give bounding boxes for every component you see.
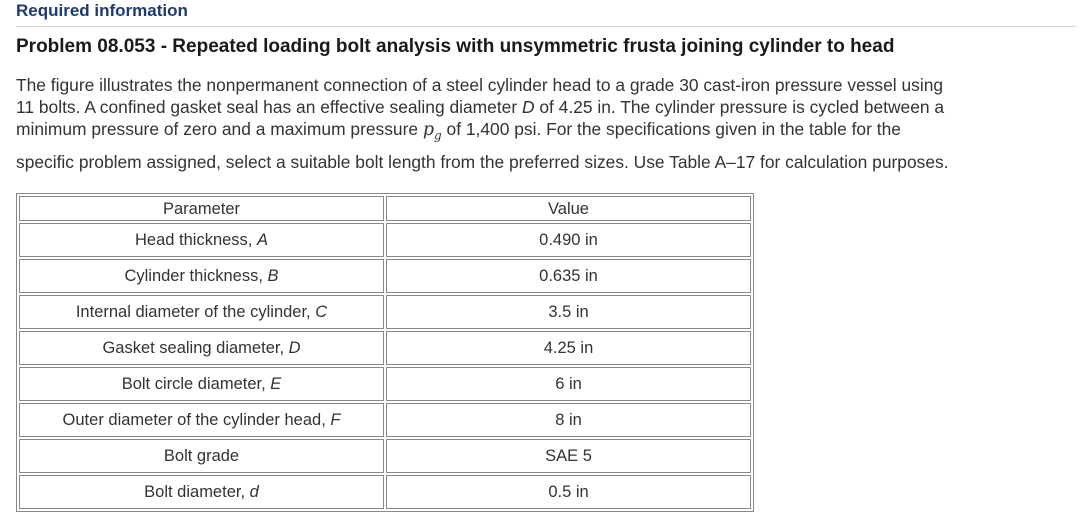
pressure-p-letter: p [422, 120, 435, 140]
parameter-cell [19, 439, 384, 473]
value-cell: 0.5 in [386, 475, 751, 509]
statement-line-2 [16, 96, 1078, 118]
table-row [19, 367, 751, 401]
statement-line-3-text-b: of 1,400 psi. For the specifications given in the table for the [441, 119, 901, 139]
parameter-label: Gasket sealing diameter, [102, 339, 289, 357]
parameter-variable: A [256, 231, 268, 249]
problem-statement [16, 74, 1078, 173]
parameter-label: Internal diameter of the cylinder, [75, 303, 316, 321]
value-cell: 4.25 in [386, 331, 751, 365]
parameter-variable: B [267, 267, 279, 285]
table-header-row [19, 196, 751, 221]
parameter-cell [19, 223, 384, 257]
parameter-label: Bolt circle diameter, [121, 375, 271, 393]
parameter-label: Bolt grade [163, 447, 240, 465]
parameter-cell [19, 367, 384, 401]
statement-line-1: The figure illustrates the nonpermanent connection of a steel cylinder head to a grade 30 cast-iron pressure vessel using [16, 75, 944, 95]
table-row [19, 295, 751, 329]
statement-line-2-text-a: 11 bolts. A confined gasket seal has an effective sealing diameter [16, 97, 522, 117]
parameter-cell [19, 403, 384, 437]
table-row [19, 223, 751, 257]
parameter-variable: d [249, 483, 259, 501]
statement-line-2-text-b: of 4.25 in. The cylinder pressure is cycled between a [534, 97, 945, 117]
parameter-label: Bolt diameter, [144, 483, 250, 501]
table-row [19, 259, 751, 293]
parameter-label: Cylinder thickness, [124, 267, 268, 285]
parameter-variable: F [330, 411, 341, 429]
parameter-variable: E [270, 375, 282, 393]
problem-title: Problem 08.053 - Repeated loading bolt analysis with unsymmetric frusta joining cylinder to head [16, 36, 895, 57]
parameter-label: Outer diameter of the cylinder head, [62, 411, 331, 429]
header-divider [16, 26, 1076, 27]
value-cell: 6 in [386, 367, 751, 401]
value-cell: 3.5 in [386, 295, 751, 329]
required-information-heading: Required information [16, 1, 188, 20]
parameter-variable: C [315, 303, 328, 321]
statement-line-4: specific problem assigned, select a suitable bolt length from the preferred sizes. Use Table A–17 for calculation purposes. [16, 152, 949, 173]
parameter-label: Head thickness, [135, 231, 257, 249]
value-cell: 0.490 in [386, 223, 751, 257]
pressure-pg-symbol [422, 120, 442, 143]
table-row [19, 331, 751, 365]
parameter-cell [19, 259, 384, 293]
value-header: Value [386, 196, 751, 221]
value-cell: SAE 5 [386, 439, 751, 473]
statement-line-3 [16, 118, 1078, 146]
table-row [19, 439, 751, 473]
value-cell: 8 in [386, 403, 751, 437]
parameter-header: Parameter [19, 196, 384, 221]
table-row [19, 475, 751, 509]
parameter-cell [19, 295, 384, 329]
table-row [19, 403, 751, 437]
statement-line-3-text-a: minimum pressure of zero and a maximum pressure [16, 119, 423, 139]
variable-d-symbol: D [521, 97, 535, 117]
parameter-variable: D [288, 339, 301, 357]
parameter-cell [19, 475, 384, 509]
specification-table [16, 193, 754, 512]
value-cell: 0.635 in [386, 259, 751, 293]
pressure-g-subscript: g [434, 128, 442, 143]
parameter-cell [19, 331, 384, 365]
